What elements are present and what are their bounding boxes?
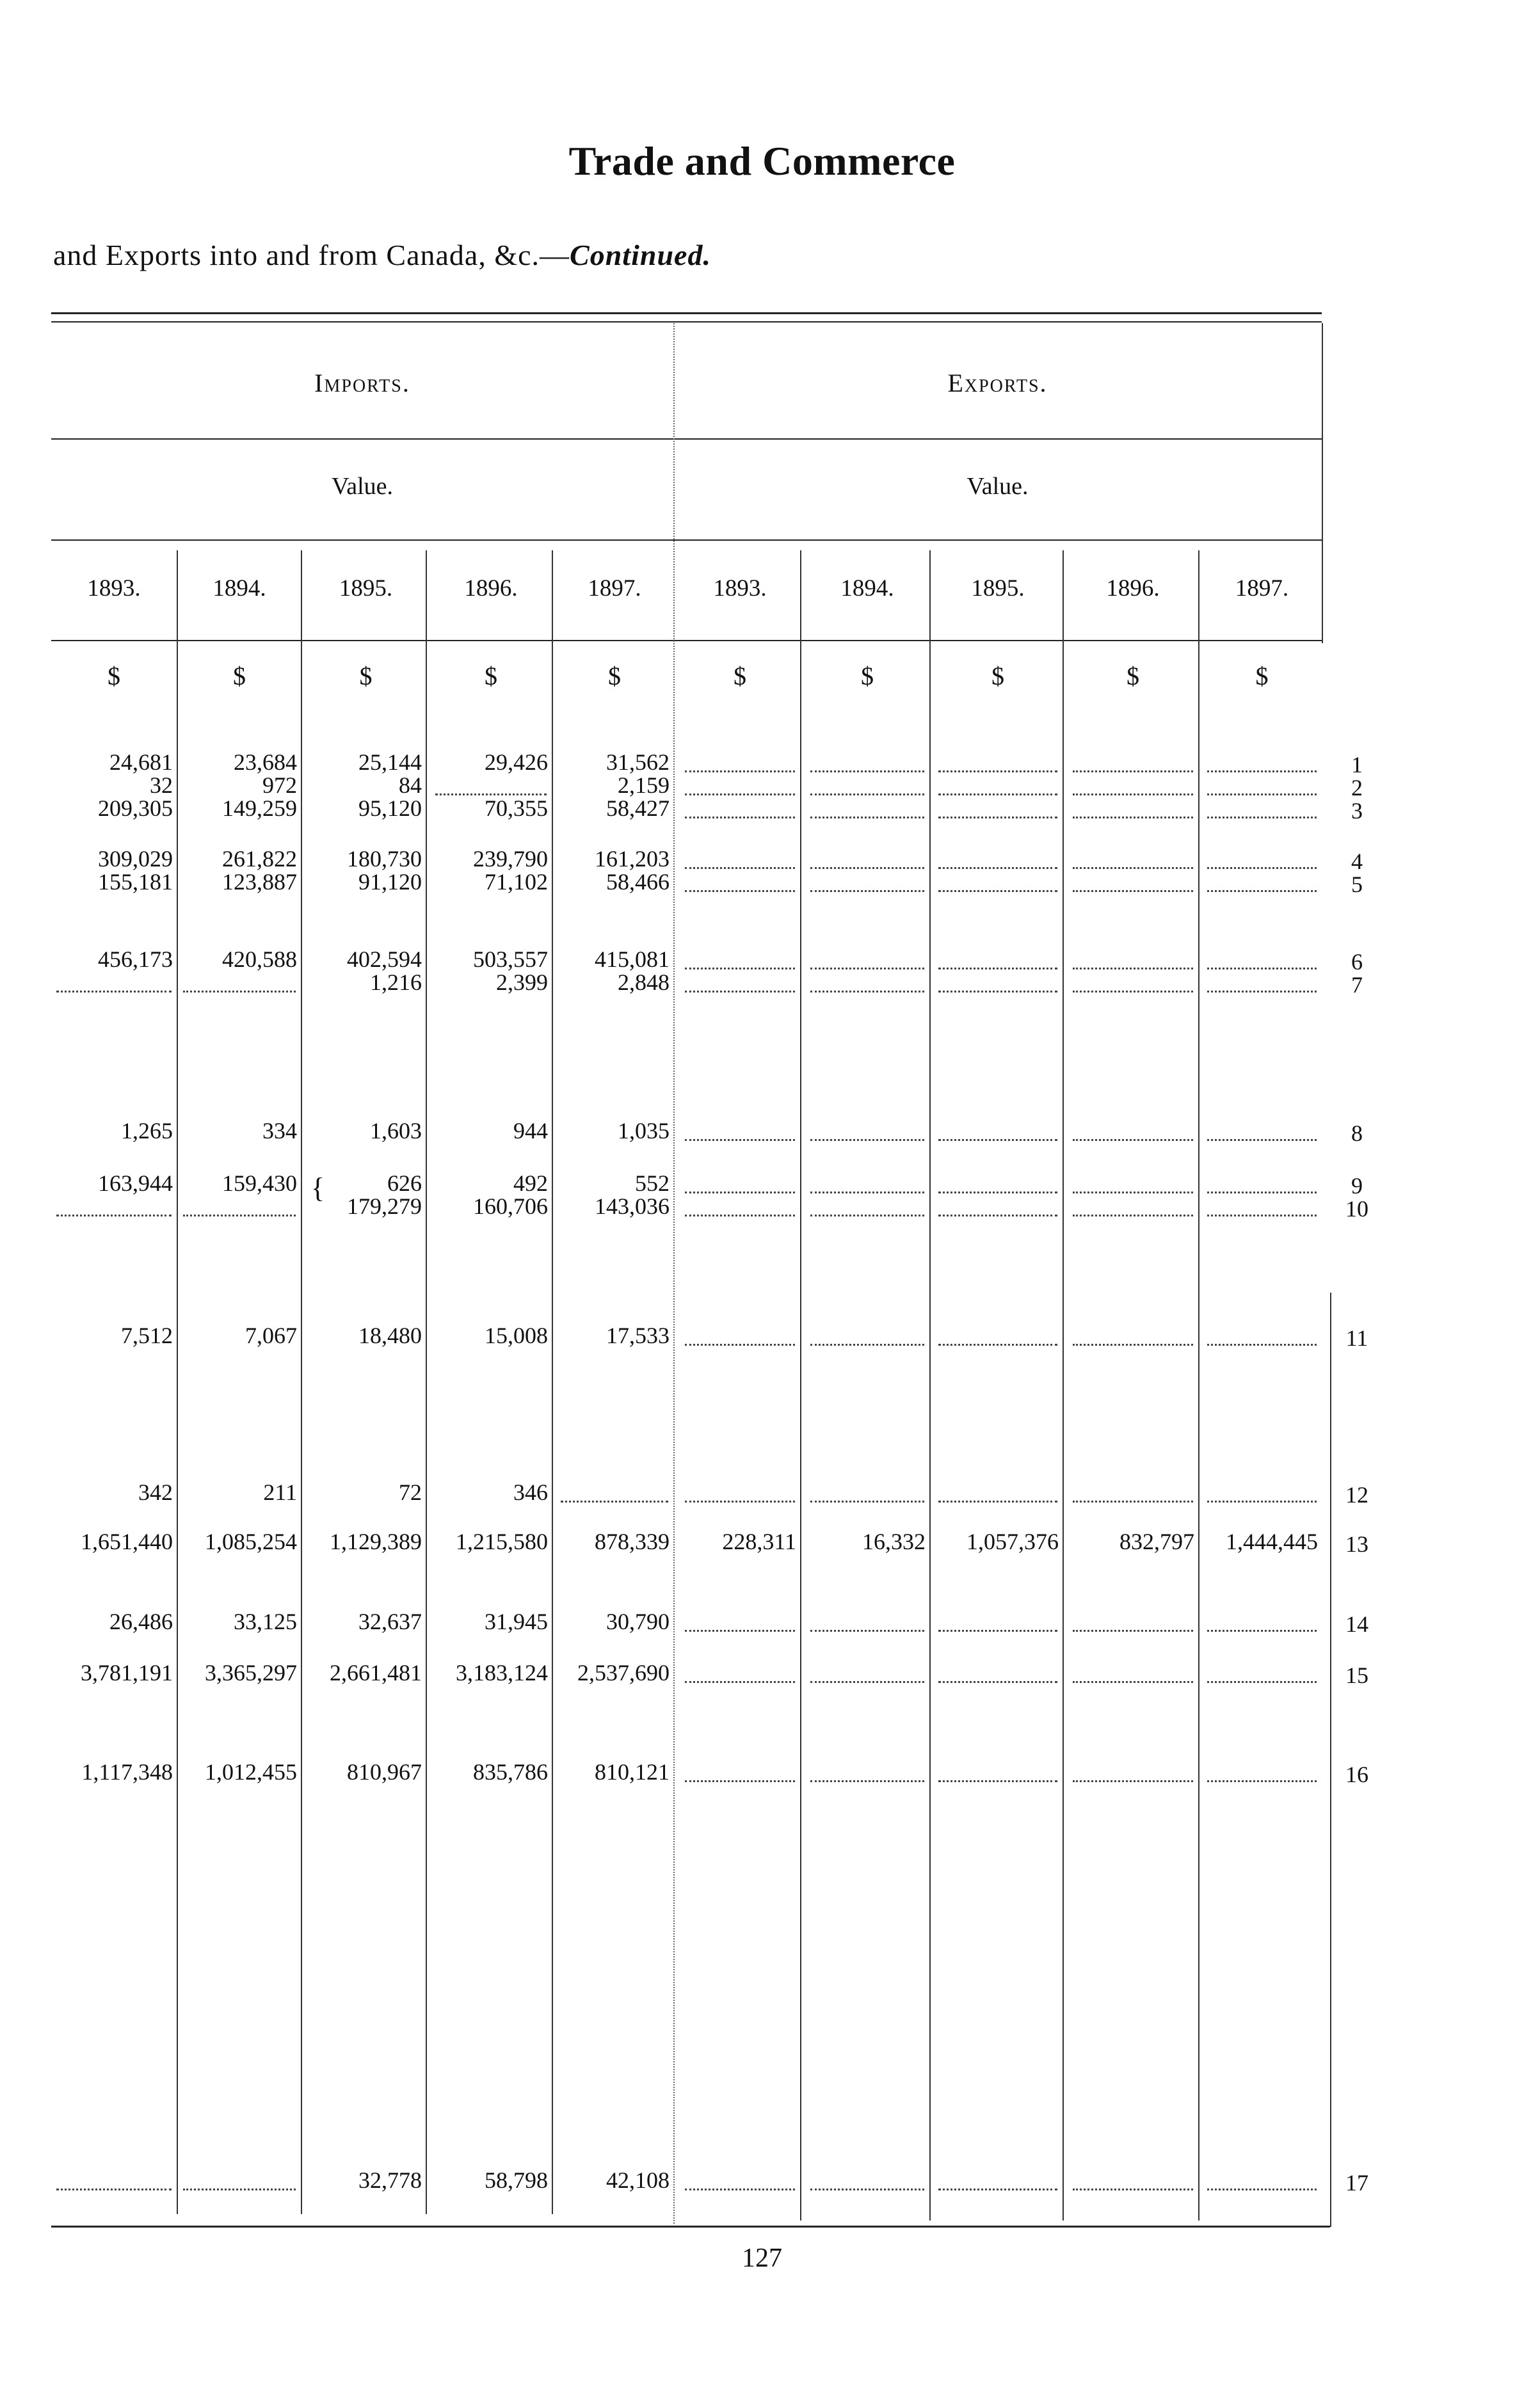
dot-leader — [810, 991, 924, 993]
table-cell: 492 — [513, 1170, 548, 1196]
dot-leader — [685, 770, 795, 772]
unit-symbol: $ — [608, 662, 621, 690]
row-number: 10 — [1345, 1196, 1368, 1222]
dot-leader — [56, 1215, 172, 1216]
dot-leader — [1207, 1780, 1317, 1782]
table-cell: 1,216 — [370, 969, 422, 995]
row-number: 9 — [1351, 1173, 1363, 1199]
table-cell: 832,797 — [1119, 1529, 1194, 1554]
dot-leader — [685, 2189, 795, 2190]
table-cell: 2,661,481 — [330, 1660, 422, 1686]
unit-symbol: $ — [991, 662, 1004, 690]
table-cell: 95,120 — [358, 795, 422, 821]
dot-leader — [810, 817, 924, 818]
dot-leader — [810, 1681, 924, 1683]
table-cell: 1,215,580 — [456, 1529, 548, 1554]
row-number: 13 — [1345, 1531, 1368, 1557]
dot-leader — [938, 991, 1057, 993]
table-cell: 626 — [387, 1170, 422, 1196]
year-header-exports-1894: 1894. — [840, 575, 894, 602]
year-header-imports-1896: 1896. — [464, 575, 518, 602]
table-cell: 17,533 — [606, 1323, 670, 1348]
dot-leader — [1207, 1344, 1317, 1346]
dot-leader — [1207, 1192, 1317, 1193]
table-subtitle — [53, 238, 711, 272]
table-cell: 58,427 — [606, 795, 670, 821]
table-cell: 261,822 — [222, 846, 297, 872]
dot-leader — [685, 991, 795, 993]
table-cell: 342 — [138, 1479, 173, 1505]
dot-leader — [810, 1215, 924, 1216]
dot-leader — [1073, 867, 1193, 869]
dot-leader — [1073, 1630, 1193, 1632]
table-cell: 42,108 — [606, 2167, 670, 2193]
table-cell: 209,305 — [98, 795, 173, 821]
dot-leader — [938, 793, 1057, 795]
dot-leader — [685, 1139, 795, 1141]
subtitle-continued: Continued. — [570, 239, 711, 271]
dot-leader — [1207, 770, 1317, 772]
table-cell: 149,259 — [222, 795, 297, 821]
table-cell: 32,637 — [358, 1609, 422, 1634]
table-cell: 1,265 — [121, 1118, 173, 1144]
dot-leader — [685, 1501, 795, 1503]
imports-heading: Imports. — [314, 369, 410, 397]
dot-leader — [1073, 1681, 1193, 1683]
page-number: 127 — [742, 2244, 782, 2273]
table-cell: 70,355 — [485, 795, 548, 821]
dot-leader — [1207, 1139, 1317, 1141]
dot-leader — [938, 1139, 1057, 1141]
right-frame — [1322, 323, 1323, 643]
column-rule — [426, 550, 427, 2214]
table-cell: 58,466 — [606, 869, 670, 895]
table-top-rule — [51, 312, 1322, 314]
dot-leader — [1073, 890, 1193, 892]
column-rule — [929, 550, 931, 2221]
dot-leader — [1073, 1215, 1193, 1216]
table-cell: 143,036 — [595, 1193, 670, 1219]
table-cell: 239,790 — [473, 846, 548, 872]
dot-leader — [810, 1780, 924, 1782]
table-bottom-rule — [51, 2226, 1330, 2228]
dot-leader — [1207, 1681, 1317, 1683]
dot-leader — [938, 1630, 1057, 1632]
unit-symbol: $ — [1127, 662, 1139, 690]
dot-leader — [685, 867, 795, 869]
table-cell: 420,588 — [222, 946, 297, 972]
dot-leader — [1073, 1501, 1193, 1503]
dot-leader — [938, 1780, 1057, 1782]
table-cell: 1,085,254 — [205, 1529, 297, 1554]
table-cell: 334 — [262, 1118, 297, 1144]
dot-leader — [810, 1501, 924, 1503]
table-cell: 1,035 — [618, 1118, 670, 1144]
dot-leader — [685, 817, 795, 818]
dot-leader — [183, 991, 296, 993]
dot-leader — [1073, 968, 1193, 969]
column-rule — [1063, 550, 1064, 2221]
year-header-exports-1893: 1893. — [713, 575, 767, 602]
year-header-exports-1896: 1896. — [1106, 575, 1160, 602]
dot-leader — [938, 817, 1057, 818]
dot-leader — [810, 1630, 924, 1632]
row-number: 17 — [1345, 2170, 1368, 2196]
row-number: 1 — [1351, 752, 1363, 777]
unit-symbol: $ — [233, 662, 246, 690]
group-rule — [51, 438, 1322, 440]
table-cell: 155,181 — [98, 869, 173, 895]
table-top-rule-2 — [51, 321, 1322, 323]
table-cell: 31,945 — [485, 1609, 548, 1634]
dot-leader — [938, 770, 1057, 772]
table-cell: 123,887 — [222, 869, 297, 895]
table-cell: 309,029 — [98, 846, 173, 872]
dot-leader — [1073, 1139, 1193, 1141]
dot-leader — [938, 1501, 1057, 1503]
dot-leader — [1207, 817, 1317, 818]
imports-exports-divider — [673, 323, 675, 2224]
row-number: 6 — [1351, 949, 1363, 975]
row-number: 11 — [1345, 1325, 1368, 1351]
table-cell: 30,790 — [606, 1609, 670, 1634]
dot-leader — [938, 2189, 1057, 2190]
table-cell: 228,311 — [722, 1529, 796, 1554]
dot-leader — [561, 1501, 668, 1503]
row-number: 8 — [1351, 1120, 1363, 1146]
year-header-imports-1893: 1893. — [87, 575, 141, 602]
value-rule — [51, 539, 1322, 541]
dot-leader — [938, 867, 1057, 869]
dot-leader — [1073, 1192, 1193, 1193]
table-cell: 211 — [263, 1479, 297, 1505]
table-cell: 31,562 — [606, 749, 670, 775]
dot-leader — [810, 770, 924, 772]
table-cell: 7,512 — [121, 1323, 173, 1348]
dot-leader — [810, 793, 924, 795]
dot-leader — [938, 1681, 1057, 1683]
exports-value-heading: Value. — [967, 473, 1029, 500]
dot-leader — [810, 2189, 924, 2190]
table-cell: 24,681 — [109, 749, 173, 775]
dot-leader — [1207, 1215, 1317, 1216]
dot-leader — [1207, 1501, 1317, 1503]
table-cell: 1,444,445 — [1226, 1529, 1318, 1554]
unit-symbol: $ — [485, 662, 497, 690]
dot-leader — [685, 968, 795, 969]
year-header-imports-1894: 1894. — [213, 575, 266, 602]
dot-leader — [183, 2189, 296, 2190]
table-cell: 1,129,389 — [330, 1529, 422, 1554]
dot-leader — [1073, 1344, 1193, 1346]
row-number: 4 — [1351, 849, 1363, 874]
dot-leader — [938, 1215, 1057, 1216]
table-cell: 503,557 — [473, 946, 548, 972]
dot-leader — [1073, 793, 1193, 795]
subtitle-lead: and Exports into and from Canada, &c.— — [53, 239, 570, 271]
dot-leader — [685, 1192, 795, 1193]
dot-leader — [685, 1344, 795, 1346]
row-number: 16 — [1345, 1762, 1368, 1787]
row-number: 3 — [1351, 798, 1363, 824]
column-rule — [301, 550, 302, 2214]
table-cell: 15,008 — [485, 1323, 548, 1348]
year-header-exports-1897: 1897. — [1235, 575, 1289, 602]
table-cell: 972 — [262, 772, 297, 798]
unit-symbol: $ — [861, 662, 874, 690]
dot-leader — [1073, 817, 1193, 818]
dot-leader — [1073, 2189, 1193, 2190]
table-cell: 3,781,191 — [81, 1660, 173, 1686]
table-cell: 16,332 — [862, 1529, 926, 1554]
table-cell: 32 — [150, 772, 173, 798]
table-cell: 402,594 — [347, 946, 422, 972]
dot-leader — [938, 1344, 1057, 1346]
table-cell: 456,173 — [98, 946, 173, 972]
table-cell: 552 — [635, 1170, 670, 1196]
dot-leader — [56, 2189, 172, 2190]
table-cell: 2,537,690 — [577, 1660, 670, 1686]
table-cell: 91,120 — [358, 869, 422, 895]
table-cell: 25,144 — [358, 749, 422, 775]
table-cell: 33,125 — [234, 1609, 297, 1634]
dot-leader — [938, 968, 1057, 969]
table-cell: 835,786 — [473, 1759, 548, 1785]
table-cell: 2,159 — [618, 772, 670, 798]
row-number: 15 — [1345, 1662, 1368, 1688]
dot-leader — [810, 1139, 924, 1141]
dot-leader — [810, 890, 924, 892]
row-number: 5 — [1351, 872, 1363, 897]
unit-symbol: $ — [734, 662, 746, 690]
page-title: Trade and Commerce — [568, 138, 956, 184]
table-cell: 179,279 — [347, 1193, 422, 1219]
table-cell: 1,603 — [370, 1118, 422, 1144]
dot-leader — [810, 867, 924, 869]
exports-heading: Exports. — [947, 369, 1048, 397]
dot-leader — [1207, 793, 1317, 795]
table-cell: 810,967 — [347, 1759, 422, 1785]
dot-leader — [1073, 991, 1193, 993]
table-cell: 180,730 — [347, 846, 422, 872]
unit-symbol: $ — [359, 662, 373, 690]
table-cell: 1,651,440 — [81, 1529, 173, 1554]
column-rule — [800, 550, 801, 2221]
table-cell: 878,339 — [595, 1529, 670, 1554]
unit-symbol: $ — [1255, 662, 1269, 690]
row-number: 12 — [1345, 1482, 1368, 1508]
table-cell: 72 — [399, 1479, 422, 1505]
table-cell: 32,778 — [358, 2167, 422, 2193]
dot-leader — [685, 1630, 795, 1632]
dot-leader — [1207, 890, 1317, 892]
table-cell: 7,067 — [245, 1323, 297, 1348]
dot-leader — [938, 1192, 1057, 1193]
table-cell: 159,430 — [222, 1170, 297, 1196]
table-cell: 810,121 — [595, 1759, 670, 1785]
table-cell: 163,944 — [98, 1170, 173, 1196]
dot-leader — [685, 1215, 795, 1216]
table-cell: 2,399 — [496, 969, 548, 995]
dot-leader — [56, 991, 172, 993]
dot-leader — [1207, 867, 1317, 869]
table-cell: 2,848 — [618, 969, 670, 995]
year-header-imports-1897: 1897. — [588, 575, 641, 602]
unit-symbol: $ — [108, 662, 120, 690]
dot-leader — [1207, 968, 1317, 969]
table-cell: 18,480 — [358, 1323, 422, 1348]
dot-leader — [1073, 1780, 1193, 1782]
dot-leader — [1207, 991, 1317, 993]
table-cell: 3,365,297 — [205, 1660, 297, 1686]
table-cell: 160,706 — [473, 1193, 548, 1219]
table-cell: 161,203 — [595, 846, 670, 872]
column-rule — [552, 550, 553, 2214]
table-cell: 1,057,376 — [967, 1529, 1059, 1554]
dot-leader — [685, 890, 795, 892]
dot-leader — [810, 968, 924, 969]
table-cell: 415,081 — [595, 946, 670, 972]
table-cell: 58,798 — [485, 2167, 548, 2193]
table-cell: 23,684 — [234, 749, 297, 775]
table-cell: 1,117,348 — [81, 1759, 173, 1785]
dot-leader — [685, 1780, 795, 1782]
dot-leader — [1073, 770, 1193, 772]
year-header-exports-1895: 1895. — [971, 575, 1025, 602]
table-cell: 84 — [399, 772, 422, 798]
dot-leader — [810, 1344, 924, 1346]
column-rule — [1198, 550, 1199, 2221]
table-cell: 1,012,455 — [205, 1759, 297, 1785]
year-rule — [51, 640, 1322, 641]
right-frame-lower — [1330, 1293, 1331, 2227]
brace-open: { — [311, 1172, 325, 1204]
dot-leader — [1207, 2189, 1317, 2190]
table-cell: 29,426 — [485, 749, 548, 775]
row-number: 7 — [1351, 972, 1363, 998]
row-number: 14 — [1345, 1611, 1368, 1637]
table-cell: 346 — [513, 1479, 548, 1505]
table-cell: 26,486 — [109, 1609, 173, 1634]
imports-value-heading: Value. — [331, 473, 394, 500]
dot-leader — [810, 1192, 924, 1193]
dot-leader — [1207, 1630, 1317, 1632]
year-header-imports-1895: 1895. — [339, 575, 393, 602]
table-cell: 3,183,124 — [456, 1660, 548, 1686]
dot-leader — [685, 793, 795, 795]
table-cell: 944 — [513, 1118, 548, 1144]
dot-leader — [183, 1215, 296, 1216]
row-number: 2 — [1351, 775, 1363, 801]
dot-leader — [938, 890, 1057, 892]
table-cell: 71,102 — [485, 869, 548, 895]
dot-leader — [685, 1681, 795, 1683]
